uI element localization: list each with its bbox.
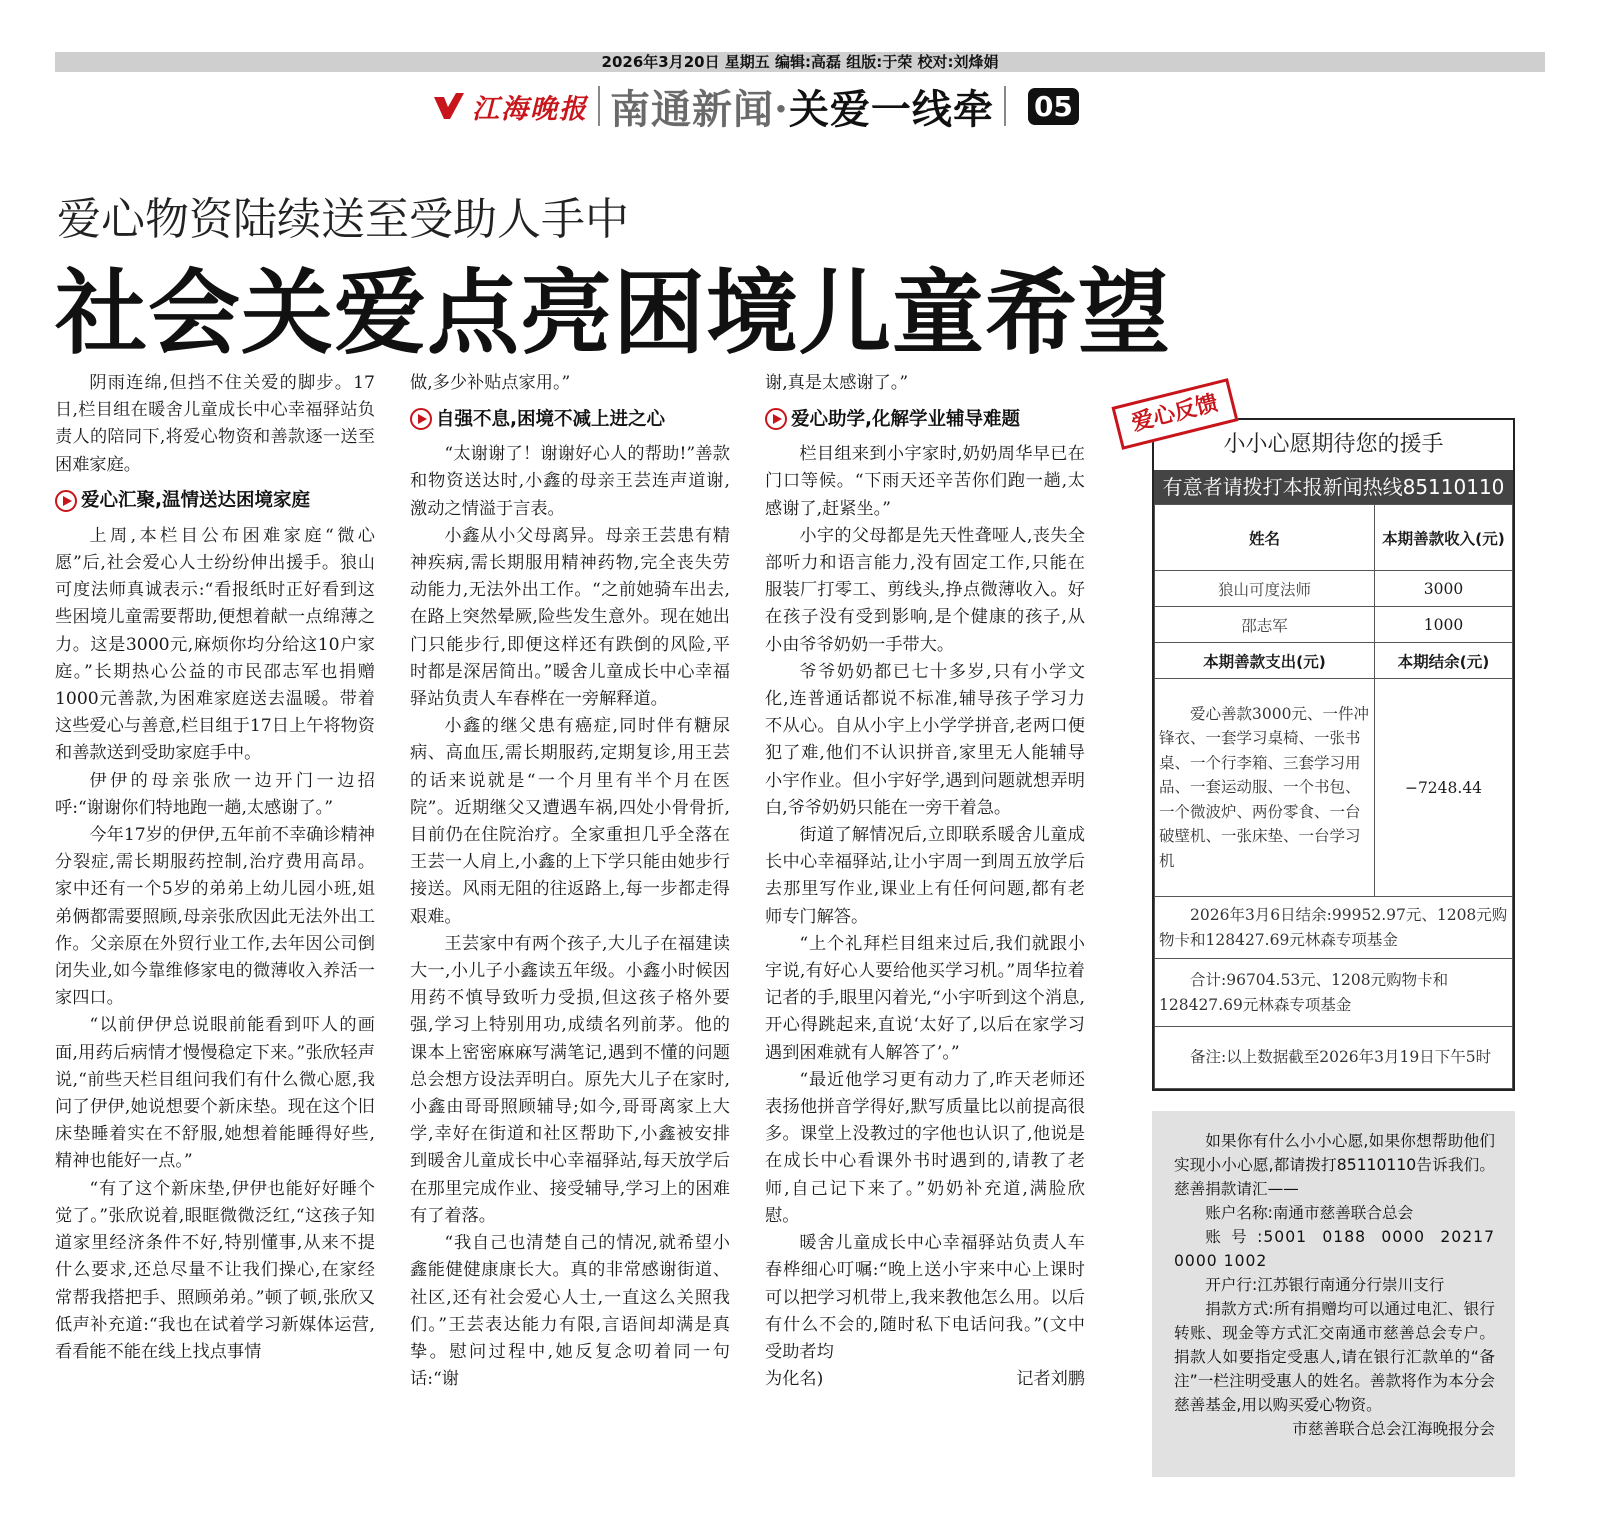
paragraph: 街道了解情况后,立即联系暖舍儿童成长中心幸福驿站,让小宇周一到周五放学后去那里写作业,课业上有任何问题,都有老师专门解答。 bbox=[765, 825, 1085, 927]
masthead bbox=[432, 80, 1079, 132]
header-expense: 本期善款支出(元) bbox=[1155, 643, 1375, 679]
paragraph: 小鑫从小父母离异。母亲王芸患有精神疾病,需长期服用精神药物,完全丧失劳动能力,无法外出工作。“之前她骑车出去,在路上突然晕厥,险些发生意外。现在她出门只能步行,即便这样还有跌倒的风险,平时都是深居简出。”暖舍儿童成长中心幸福驿站负责人车春桦在一旁解释道。 bbox=[410, 525, 730, 710]
previous-balance: 2026年3月6日结余:99952.97元、1208元购物卡和128427.69元林森专项基金 bbox=[1155, 897, 1513, 959]
header-name: 姓名 bbox=[1155, 505, 1375, 571]
byline: 记者刘鹏 bbox=[1016, 1369, 1085, 1390]
table-row bbox=[1155, 571, 1513, 607]
article-headline: 社会关爱点亮困境儿童希望 bbox=[55, 260, 1172, 367]
paragraph: “有了这个新床垫,伊伊也能好好睡个觉了。”张欣说着,眼眶微微泛红,“这孩子知道家里经济条件不好,特别懂事,从来不提什么要求,还总尽量不让我们操心,在家经常帮我搭把手、照顾弟弟。”顿了顿,张欣又低声补充道:“我也在试着学习新媒体运营,看看能不能在线上找点事情 bbox=[55, 1178, 375, 1362]
paragraph: “我自己也清楚自己的情况,就希望小鑫能健健康康长大。真的非常感谢街道、社区,还有社会爱心人士,一直这么关照我们。”王芸表达能力有限,言语间却满是真挚。慰问过程中,她反复念叨着同一句话:“谢 bbox=[410, 1233, 730, 1390]
paragraph: 谢,真是太感谢了。” bbox=[765, 373, 909, 393]
paragraph: 小鑫的继父患有癌症,同时伴有糖尿病、高血压,需长期服药,定期复诊,用王芸的话来说就是“一个月里有半个月在医院”。近期继父又遭遇车祸,四处小骨骨折,目前仍在住院治疗。全家重担几乎全落在王芸一人肩上,小鑫的上下学只能由她步行接送。风雨无阻的往返路上,每一步都走得艰难。 bbox=[410, 716, 730, 927]
donor-name: 狼山可度法师 bbox=[1155, 571, 1375, 607]
table-row bbox=[1155, 897, 1513, 959]
feedback-stamp: 爱心反馈 bbox=[1111, 378, 1238, 450]
donation-amount: 1000 bbox=[1375, 607, 1513, 643]
section-subheading bbox=[410, 403, 730, 435]
article-column-3 bbox=[765, 370, 1085, 1393]
paragraph: “上个礼拜栏目组来过后,我们就跟小宇说,有好心人要给他买学习机。”周华拉着记者的手,眼里闪着光,“小宇听到这个消息,开心得跳起来,直说‘太好了,以后在家学习遇到困难就有人解答了’。” bbox=[765, 933, 1085, 1063]
section-subheading bbox=[55, 485, 375, 517]
paragraph: 小宇的父母都是先天性聋哑人,丧失全部听力和语言能力,没有固定工作,只能在服装厂打零工、剪线头,挣点微薄收入。好在孩子没有受到影响,是个健康的孩子,从小由爷爷奶奶一手带大。 bbox=[765, 525, 1085, 655]
paragraph: “以前伊伊总说眼前能看到吓人的画面,用药后病情才慢慢稳定下来。”张欣轻声说,“前些天栏目组问我们有什么微心愿,我问了伊伊,她说想要个新床垫。现在这个旧床垫睡着实在不舒服,她想着能睡得好些,精神也能好一点。” bbox=[55, 1015, 375, 1172]
info-paragraph: 如果你有什么小小心愿,如果你想帮助他们实现小小心愿,都请拨打85110110告诉我们。慈善捐款请汇—— bbox=[1174, 1132, 1495, 1198]
masthead-divider bbox=[598, 86, 600, 126]
donation-amount: 3000 bbox=[1375, 571, 1513, 607]
paragraph: “最近他学习更有动力了,昨天老师还表扬他拼音学得好,默写质量比以前提高很多。课堂上没教过的字他也认识了,他说是在成长中心看课外书时遇到的,请教了老师,自己记下来了。”奶奶补充道,满脸欣慰。 bbox=[765, 1069, 1085, 1226]
donation-table-box bbox=[1152, 418, 1515, 1091]
byline-row bbox=[765, 1366, 1085, 1393]
account-name: 账户名称:南通市慈善联合总会 bbox=[1205, 1204, 1414, 1222]
bank-name: 开户行:江苏银行南通分行崇川支行 bbox=[1205, 1276, 1445, 1294]
subheading-text: 爱心汇聚,温情送达困境家庭 bbox=[81, 490, 311, 512]
play-arrow-icon bbox=[765, 408, 787, 430]
paragraph: “太谢谢了！谢谢好心人的帮助!”善款和物资送达时,小鑫的母亲王芸连声道谢,激动之情溢于言表。 bbox=[410, 444, 730, 519]
article-column-1 bbox=[55, 370, 375, 1366]
paragraph: 做,多少补贴点家用。” bbox=[410, 373, 571, 393]
newspaper-name: 江海晚报 bbox=[472, 93, 588, 125]
paragraph: 上周,本栏目公布困难家庭“微心愿”后,社会爱心人士纷纷伸出援手。狼山可度法师真诚表示:“看报纸时正好看到这些困境儿童需要帮助,便想着献一点绵薄之力。这是3000元,麻烦你均分给这10户家庭。”长期热心公益的市民邵志军也捐赠1000元善款,为困难家庭送去温暖。带着这些爱心与善意,栏目组于17日上午将物资和善款送到受助家庭手中。 bbox=[55, 525, 375, 764]
play-arrow-icon bbox=[55, 490, 77, 512]
newspaper-logo-icon bbox=[432, 91, 466, 121]
donation-info-box bbox=[1152, 1111, 1515, 1477]
donor-name: 邵志军 bbox=[1155, 607, 1375, 643]
author-note: 为化名) bbox=[765, 1369, 824, 1390]
section-subheading bbox=[765, 403, 1085, 435]
paragraph: 暖舍儿童成长中心幸福驿站负责人车春桦细心叮嘱:“晚上送小宇来中心上课时可以把学习机带上,我来教他怎么用。以后有什么不会的,随时私下电话问我。”(文中受助者均 bbox=[765, 1233, 1085, 1362]
paragraph: 王芸家中有两个孩子,大儿子在福建读大一,小儿子小鑫读五年级。小鑫小时候因用药不慎导致听力受损,但这孩子格外要强,学习上特别用功,成绩名列前茅。他的课本上密密麻麻写满笔记,遇到不懂的问题总会想方设法弄明白。原先大儿子在家时,小鑫由哥哥照顾辅导;如今,哥哥离家上大学,幸好在街道和社区帮助下,小鑫被安排到暖舍儿童成长中心幸福驿站,每天放学后在那里完成作业、接受辅导,学习上的困难有了着落。 bbox=[410, 933, 730, 1226]
dateline: 2026年3月20日 星期五 编辑:高磊 组版:于荣 校对:刘烽娟 bbox=[55, 52, 1545, 72]
paragraph: 爷爷奶奶都已七十多岁,只有小学文化,连普通话都说不标准,辅导孩子学习力不从心。自从小宇上小学学拼音,老两口便犯了难,他们不认识拼音,家里无人能辅导小宇作业。但小宇好学,遇到问题就想弄明白,爷爷奶奶只能在一旁干着急。 bbox=[765, 661, 1085, 818]
page-number: 05 bbox=[1028, 88, 1079, 125]
play-arrow-icon bbox=[410, 408, 432, 430]
subheading-text: 自强不息,困境不减上进之心 bbox=[436, 408, 666, 430]
total: 合计:96704.53元、1208元购物卡和128427.69元林森专项基金 bbox=[1155, 959, 1513, 1027]
donation-table bbox=[1154, 504, 1513, 1089]
account-number: 账号:5001 0188 0000 20217 0000 1002 bbox=[1174, 1228, 1495, 1270]
table-row bbox=[1155, 959, 1513, 1027]
article-column-2 bbox=[410, 370, 730, 1393]
donation-method: 捐款方式:所有捐赠均可以通过电汇、银行转账、现金等方式汇交南通市慈善总会专户。捐款人如要指定受惠人,请在银行汇款单的“备注”一栏注明受惠人的姓名。善款将作为本分会慈善基金,用以购买爱心物资。 bbox=[1174, 1300, 1495, 1414]
header-balance: 本期结余(元) bbox=[1375, 643, 1513, 679]
article-subtitle: 爱心物资陆续送至受助人手中 bbox=[57, 194, 629, 245]
section-name: 南通新闻· bbox=[610, 85, 789, 133]
balance-value: −7248.44 bbox=[1375, 679, 1513, 897]
header-income: 本期善款收入(元) bbox=[1375, 505, 1513, 571]
table-row bbox=[1155, 679, 1513, 897]
masthead-divider bbox=[1004, 86, 1006, 126]
table-title: 小小心愿期待您的援手 bbox=[1223, 432, 1444, 457]
paragraph: 伊伊的母亲张欣一边开门一边招呼:“谢谢你们特地跑一趟,太感谢了。” bbox=[55, 770, 375, 818]
subheading-text: 爱心助学,化解学业辅导难题 bbox=[791, 408, 1021, 430]
expense-items: 爱心善款3000元、一件冲锋衣、一套学习桌椅、一张书桌、一个行李箱、三套学习用品、一套运动服、一个书包、一个微波炉、两份零食、一台破壁机、一张床垫、一台学习机 bbox=[1155, 679, 1375, 897]
paragraph: 阴雨连绵,但挡不住关爱的脚步。17日,栏目组在暖舍儿童成长中心幸福驿站负责人的陪同下,将爱心物资和善款逐一送至困难家庭。 bbox=[55, 373, 375, 475]
column-name: 关爱一线牵 bbox=[788, 85, 994, 133]
hotline-banner: 有意者请拨打本报新闻热线85110110 bbox=[1154, 470, 1513, 504]
info-signature: 市慈善联合总会江海晚报分会 bbox=[1292, 1420, 1495, 1438]
table-row bbox=[1155, 1027, 1513, 1089]
paragraph: 栏目组来到小宇家时,奶奶周华早已在门口等候。“下雨天还辛苦你们跑一趟,太感谢了,赶紧坐。” bbox=[765, 444, 1085, 519]
remark: 备注:以上数据截至2026年3月19日下午5时 bbox=[1155, 1027, 1513, 1089]
table-row bbox=[1155, 607, 1513, 643]
paragraph: 今年17岁的伊伊,五年前不幸确诊精神分裂症,需长期服药控制,治疗费用高昂。家中还有一个5岁的弟弟上幼儿园小班,姐弟俩都需要照顾,母亲张欣因此无法外出工作。父亲原在外贸行业工作,去年因公司倒闭失业,如今靠维修家电的微薄收入养活一家四口。 bbox=[55, 825, 375, 1009]
